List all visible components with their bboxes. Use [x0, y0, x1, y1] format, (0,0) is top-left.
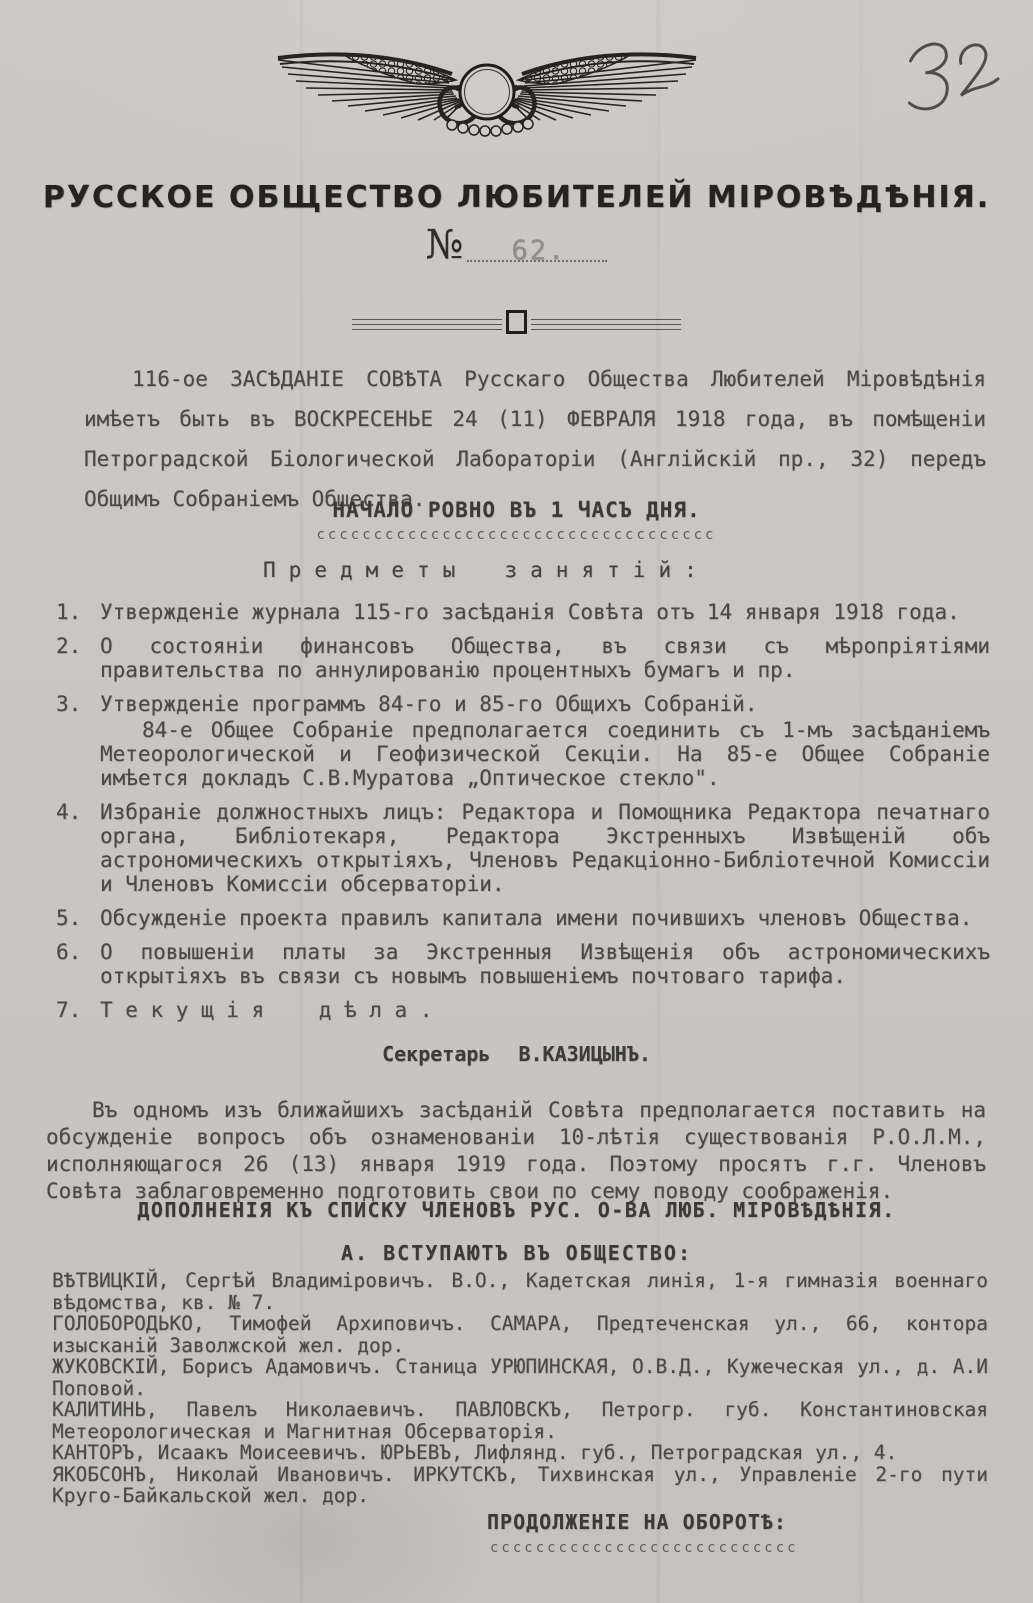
agenda-item-2: [56, 634, 990, 682]
agenda-heading: Предметы занятій:: [263, 558, 710, 582]
agenda-item-5: [56, 906, 990, 930]
handwritten-32-icon: [875, 23, 1032, 138]
agenda-item-7: [56, 998, 990, 1022]
divider-square: [506, 310, 527, 334]
numero-sign: №: [425, 222, 464, 268]
continuation-underline: ссссссссссссссссссссссссссс: [490, 1540, 799, 1556]
section-a-heading: А. ВСТУПАЮТЪ ВЪ ОБЩЕСТВО:: [340, 1241, 693, 1265]
additions-heading: ДОПОЛНЕНІЯ КЪ СПИСКУ ЧЛЕНОВЪ РУС. О-ВА ЛЮБ. МІРОВѢДѢНІЯ.: [137, 1198, 896, 1222]
member-entry: КАЛИТИНЬ, Павелъ Николаевичъ. ПАВЛОВСКЪ, Петрогр. губ. Константиновская Метеорологическая и Магнитная Обсерваторія.: [52, 1398, 988, 1443]
agenda-item-text: Текущія дѣла.: [100, 998, 445, 1022]
organization-title: РУССКОЕ ОБЩЕСТВО ЛЮБИТЕЛЕЙ МІРОВѢДѢНІЯ.: [42, 180, 991, 216]
divider-left-lines: [352, 319, 502, 330]
secretary-name: В.КАЗИЦЫНЪ.: [518, 1042, 651, 1066]
number-dotted-line: [467, 228, 607, 266]
divider-right-lines: [531, 319, 681, 330]
agenda-item-6: [56, 940, 990, 988]
meeting-announcement: 116-ое ЗАСѢДАНІЕ СОВѢТА Русскаго Общества Любителей Міровѣдѣнія имѣетъ быть въ ВОСКРЕСЕНЬЕ 24 (11) ФЕВРАЛЯ 1918 года, въ помѣщеніи Петроградской Біологической Лабораторіи (Англійскій пр., 32) передъ Общимъ Собраніемъ Общества.: [84, 367, 986, 511]
winged-sun-icon: [272, 40, 702, 150]
agenda-list: [56, 600, 990, 1032]
agenda-item-main: Утвержденіе программъ 84-го и 85-го Общихъ Собраній.: [100, 692, 758, 716]
secretary-label: Секретарь: [382, 1042, 491, 1066]
agenda-item-text: Обсужденіе проекта правилъ капитала имени почившихъ членовъ Общества.: [100, 906, 973, 930]
agenda-item-1: [56, 600, 990, 624]
secretary-line: [0, 1042, 1033, 1066]
agenda-item-number: 2.: [56, 634, 82, 658]
agenda-item-number: 7.: [56, 998, 82, 1022]
document-number-row: [0, 222, 1033, 268]
start-time-line: НАЧАЛО РОВНО ВЪ 1 ЧАСЪ ДНЯ.: [332, 498, 701, 522]
agenda-item-number: 1.: [56, 600, 82, 624]
agenda-item-text: [100, 692, 990, 790]
agenda-item-4: [56, 800, 990, 896]
handwritten-page-number: [875, 23, 1032, 138]
member-entry: ЖУКОВСКІЙ, Борисъ Адамовичъ. Станица УРЮПИНСКАЯ, О.В.Д., Кужеческая ул., д. А.И Поповой.: [52, 1355, 988, 1400]
agenda-item-subtext: 84-е Общее Собраніе предполагается соединить съ 1-мъ засѣданіемъ Метеорологической и Геофизической Секціи. На 85-е Общее Собраніе имѣется докладъ С.В.Муратова „Оптическое стекло".: [100, 718, 990, 790]
new-members-list: [52, 1270, 988, 1507]
continuation-notice: ПРОДОЛЖЕНІЕ НА ОБОРОТѢ:: [487, 1510, 787, 1534]
member-entry: ГОЛОБОРОДЬКО, Тимофей Архиповичъ. САМАРА, Предтеченская ул., 66, контора изысканій Заволжской жел. дор.: [52, 1312, 988, 1357]
start-time-underline: ссссссссссссссссссссссссссссссссссс: [316, 527, 717, 543]
member-entry: КАНТОРЪ, Исаакъ Моисеевичъ. ЮРЬЕВЪ, Лифлянд. губ., Петроградская ул., 4.: [52, 1441, 898, 1464]
ornamental-divider: [0, 310, 1033, 338]
agenda-item-text: О состояніи финансовъ Общества, въ связи съ мѣропріятіями правительства по аннулированію процентныхъ бумагъ и пр.: [100, 634, 990, 682]
agenda-item-number: 5.: [56, 906, 82, 930]
agenda-item-text: Избраніе должностныхъ лицъ: Редактора и Помощника Редактора печатнаго органа, Библіотекаря, Редактора Экстренныхъ Извѣщеній объ астрономическихъ открытіяхъ, Членовъ Редакціонно-Библіотечной Комиссіи и Членовъ Комиссіи обсерваторіи.: [100, 800, 990, 896]
member-entry: ВѢТВИЦКІЙ, Сергѣй Владиміровичъ. В.О., Кадетская линія, 1-я гимназія военнаго вѣдомства, кв. № 7.: [52, 1269, 988, 1314]
anniversary-note: Въ одномъ изъ ближайшихъ засѣданій Совѣта предполагается поставить на обсужденіе вопросъ объ ознаменованіи 10-лѣтія существованія Р.О.Л.М., исполняющагося 26 (13) января 1919 года. Поэтому просятъ г.г. Членовъ Совѣта заблаговременно подготовить свои по сему поводу соображенія.: [46, 1098, 986, 1203]
agenda-item-number: 4.: [56, 800, 82, 824]
agenda-item-text: О повышеніи платы за Экстренныя Извѣщенія объ астрономическихъ открытіяхъ въ связи съ новымъ повышеніемъ почтоваго тарифа.: [100, 940, 990, 988]
agenda-item-3: [56, 692, 990, 790]
winged-sun-emblem: [272, 40, 702, 150]
agenda-item-number: 6.: [56, 940, 82, 964]
member-entry: ЯКОБСОНЪ, Николай Ивановичъ. ИРКУТСКЪ, Тихвинская ул., Управленіе 2-го пути Круго-Байкальской жел. дор.: [52, 1462, 988, 1507]
document-number-value: 62.: [511, 235, 567, 266]
agenda-item-number: 3.: [56, 692, 82, 716]
agenda-item-text: Утвержденіе журнала 115-го засѣданія Совѣта отъ 14 января 1918 года.: [100, 600, 960, 624]
